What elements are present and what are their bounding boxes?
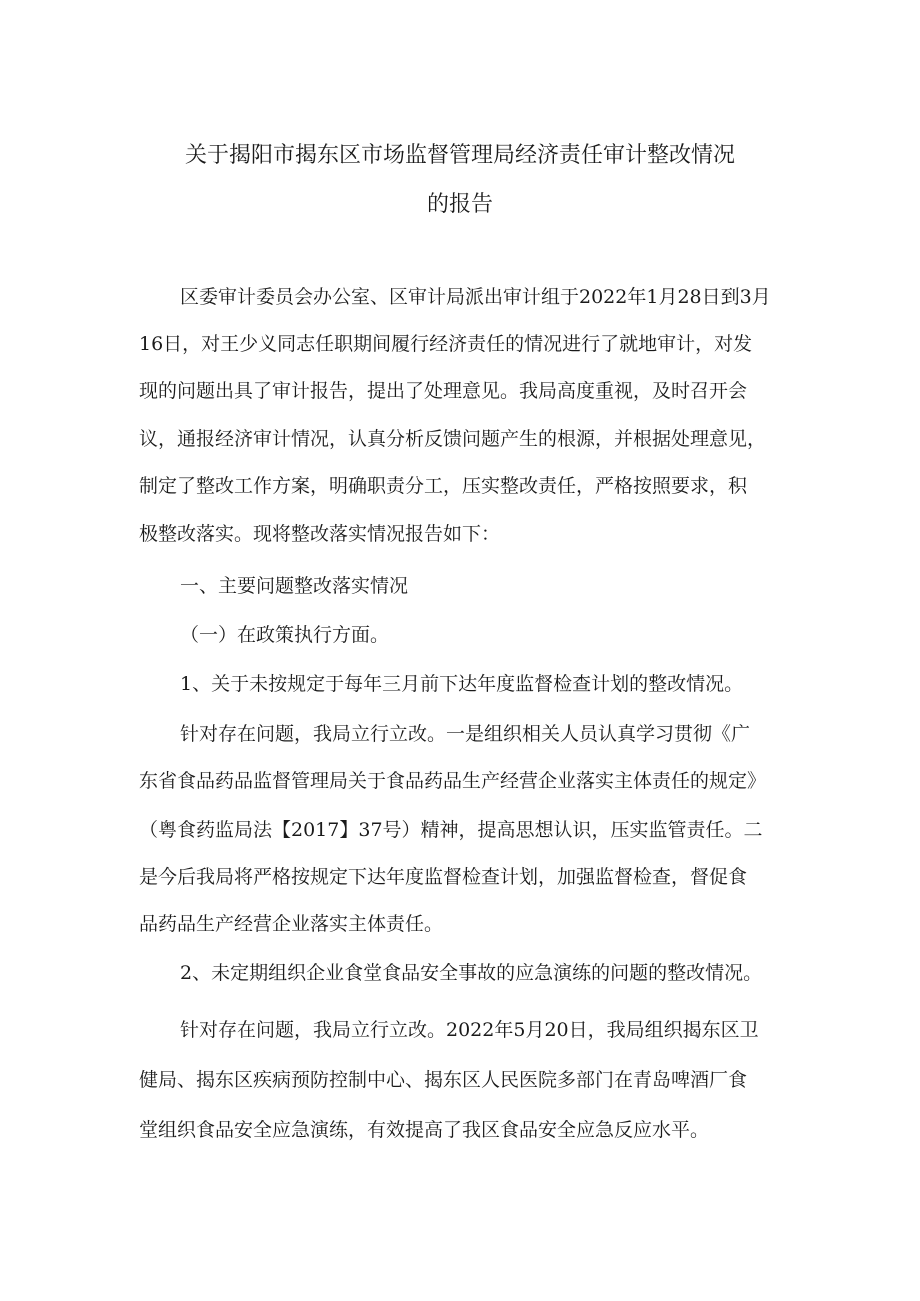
paragraph-line: 健局、揭东区疾病预防控制中心、揭东区人民医院多部门在青岛啤酒厂食	[139, 1069, 748, 1091]
paragraph-line: 议，通报经济审计情况，认真分析反馈问题产生的根源，并根据处理意见，	[139, 428, 767, 450]
paragraph-line: 针对存在问题，我局立行立改。一是组织相关人员认真学习贯彻《广	[180, 723, 751, 745]
paragraph-line: 堂组织食品安全应急演练，有效提高了我区食品安全应急反应水平。	[139, 1119, 710, 1141]
section-heading: 一、主要问题整改落实情况	[180, 575, 409, 597]
paragraph-line: （粤食药监局法【2017】37号）精神，提高思想认识，压实监管责任。二	[139, 819, 763, 841]
subsection-heading: （一）在政策执行方面。	[180, 624, 390, 646]
paragraph-line: 是今后我局将严格按规定下达年度监督检查计划，加强监督检查，督促食	[139, 866, 748, 888]
document-title-line-2: 的报告	[426, 192, 493, 217]
paragraph-line: 区委审计委员会办公室、区审计局派出审计组于2022年1月28日到3月	[180, 286, 771, 308]
paragraph-line: 现的问题出具了审计报告，提出了处理意见。我局高度重视，及时召开会	[139, 380, 748, 402]
paragraph-line: 东省食品药品监督管理局关于食品药品生产经营企业落实主体责任的规定》	[139, 770, 767, 792]
item-heading: 1、关于未按规定于每年三月前下达年度监督检查计划的整改情况。	[180, 673, 744, 695]
document-title-line-1: 关于揭阳市揭东区市场监督管理局经济责任审计整改情况	[184, 143, 735, 168]
item-heading: 2、未定期组织企业食堂食品安全事故的应急演练的问题的整改情况。	[180, 962, 763, 984]
paragraph-line: 16日，对王少义同志任职期间履行经济责任的情况进行了就地审计，对发	[139, 333, 753, 355]
paragraph-line: 制定了整改工作方案，明确职责分工，压实整改责任，严格按照要求，积	[139, 475, 748, 497]
paragraph-line: 极整改落实。现将整改落实情况报告如下：	[139, 523, 501, 545]
paragraph-line: 品药品生产经营企业落实主体责任。	[139, 913, 444, 935]
paragraph-line: 针对存在问题，我局立行立改。2022年5月20日，我局组织揭东区卫	[180, 1019, 759, 1041]
